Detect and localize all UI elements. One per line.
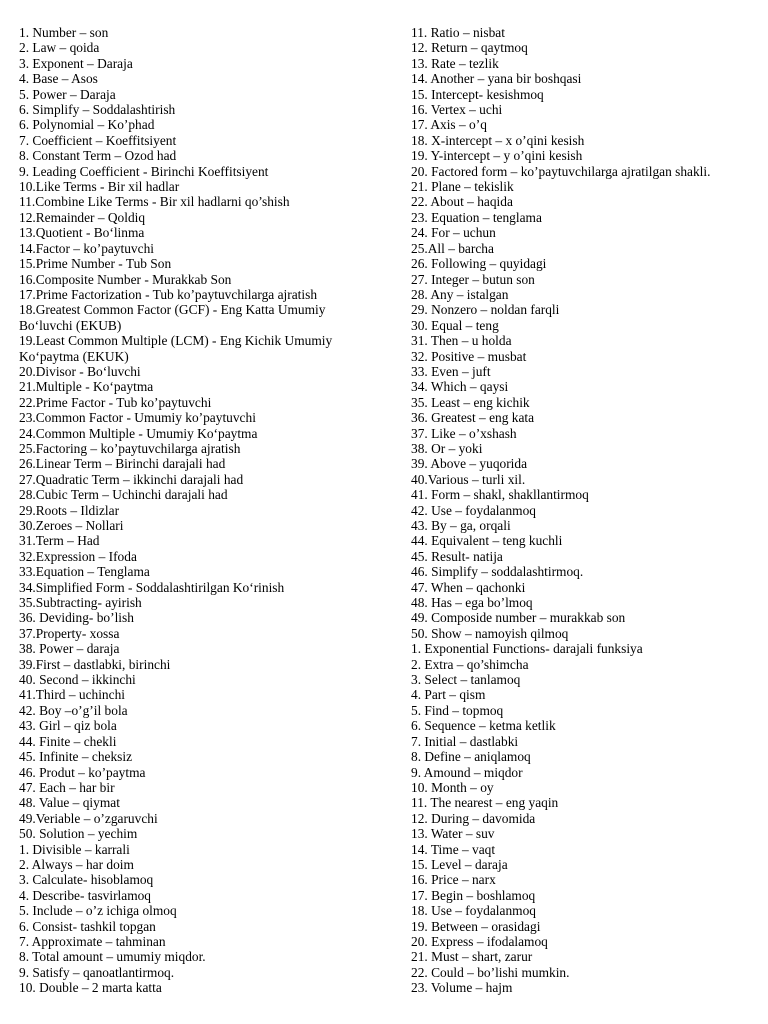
vocabulary-entry: 5. Include – o’z ichiga olmoq (19, 903, 177, 919)
vocabulary-entry: 3. Exponent – Daraja (19, 55, 133, 71)
vocabulary-entry: 19. Between – orasidagi (411, 918, 541, 934)
vocabulary-entry: 18.Greatest Common Factor (GCF) - Eng Katta Umumiy Bo‘luvchi (EKUB) (19, 302, 326, 333)
vocabulary-entry: 49.Veriable – o’zgaruvchi (19, 810, 158, 826)
vocabulary-entry: 31. Then – u holda (411, 333, 512, 349)
vocabulary-entry: 23. Volume – hajm (411, 980, 513, 996)
vocabulary-entry: 14. Time – vaqt (411, 841, 496, 857)
vocabulary-entry: 24.Common Multiple - Umumiy Ko‘paytma (19, 425, 258, 441)
vocabulary-entry: 11. The nearest – eng yaqin (411, 795, 559, 811)
vocabulary-entry: 5. Find – topmoq (411, 702, 504, 718)
vocabulary-entry: 19.Least Common Multiple (LCM) - Eng Kichik Umumiy Ko‘paytma (EKUK) (19, 333, 333, 364)
vocabulary-entry: 40. Second – ikkinchi (19, 672, 136, 688)
vocabulary-entry: 50. Solution – yechim (19, 826, 138, 842)
vocabulary-entry: 9. Leading Coefficient - Birinchi Koeffitsiyent (19, 163, 269, 179)
vocabulary-entry: 8. Constant Term – Ozod had (19, 148, 177, 164)
vocabulary-entry: 14. Another – yana bir boshqasi (411, 71, 582, 87)
vocabulary-entry: 4. Describe- tasvirlamoq (19, 887, 152, 903)
vocabulary-entry: 34. Which – qaysi (411, 379, 509, 395)
vocabulary-entry: 15. Intercept- kesishmoq (411, 86, 544, 102)
vocabulary-entry: 44. Finite – chekli (19, 733, 117, 749)
vocabulary-entry: 46. Simplify – soddalashtirmoq. (411, 564, 584, 580)
vocabulary-entry: 15.Prime Number - Tub Son (19, 256, 172, 272)
vocabulary-entry: 26. Following – quyidagi (411, 256, 547, 272)
vocabulary-entry: 38. Power – daraja (19, 641, 120, 657)
vocabulary-entry: 6. Consist- tashkil topgan (19, 918, 156, 934)
vocabulary-entry: 17. Axis – o’q (411, 117, 487, 133)
vocabulary-entry: 7. Initial – dastlabki (411, 733, 519, 749)
vocabulary-entry: 37. Like – o’xshash (411, 425, 517, 441)
vocabulary-entry: 42. Boy –o’g’il bola (19, 702, 128, 718)
vocabulary-entry: 10. Double – 2 marta katta (19, 980, 162, 996)
vocabulary-entry: 48. Has – ega bo’lmoq (411, 595, 533, 611)
vocabulary-entry: 41.Third – uchinchi (19, 687, 125, 703)
vocabulary-entry: 1. Divisible – karrali (19, 841, 130, 857)
vocabulary-entry: 30.Zeroes – Nollari (19, 518, 124, 533)
vocabulary-entry: 2. Law – qoida (19, 40, 100, 56)
vocabulary-entry: 23. Equation – tenglama (411, 209, 542, 225)
vocabulary-entry: 42. Use – foydalanmoq (411, 502, 536, 518)
vocabulary-entry: 24. For – uchun (411, 225, 496, 241)
vocabulary-entry: 17.Prime Factorization - Tub ko’paytuvchilarga ajratish (19, 286, 318, 302)
vocabulary-entry: 43. Girl – qiz bola (19, 718, 117, 734)
vocabulary-entry: 32.Expression – Ifoda (19, 548, 137, 564)
vocabulary-entry: 7. Approximate – tahminan (19, 933, 166, 949)
vocabulary-entry: 40.Various – turli xil. (411, 471, 526, 487)
vocabulary-entry: 9. Satisfy – qanoatlantirmoq. (19, 964, 175, 980)
vocabulary-entry: 26.Linear Term – Birinchi darajali had (19, 456, 226, 472)
vocabulary-entry: 34.Simplified Form - Soddalashtirilgan Ko‘rinish (19, 579, 285, 595)
vocabulary-entry: 15. Level – daraja (411, 856, 508, 872)
vocabulary-entry: 21.Multiple - Ko‘paytma (19, 379, 154, 395)
vocabulary-entry: 30. Equal – teng (411, 317, 499, 333)
vocabulary-entry: 4. Base – Asos (19, 71, 98, 87)
vocabulary-entry: 25.All – barcha (411, 240, 494, 256)
vocabulary-entry: 41. Form – shakl, shakllantirmoq (411, 487, 589, 503)
vocabulary-entry: 20.Divisor - Bo‘luvchi (19, 363, 141, 379)
vocabulary-entry: 23.Common Factor - Umumiy ko’paytuvchi (19, 410, 256, 426)
vocabulary-entry: 8. Total amount – umumiy miqdor. (19, 949, 206, 965)
vocabulary-entry: 29. Nonzero – noldan farqli (411, 302, 560, 318)
vocabulary-entry: 39. Above – yuqorida (411, 456, 528, 472)
vocabulary-entry: 2. Extra – qo’shimcha (411, 656, 529, 672)
vocabulary-entry: 17. Begin – boshlamoq (411, 887, 536, 903)
vocabulary-entry: 21. Plane – tekislik (411, 179, 514, 195)
vocabulary-entry: 11. Ratio – nisbat (411, 25, 505, 40)
vocabulary-entry: 14.Factor – ko’paytuvchi (19, 240, 154, 256)
vocabulary-entry: 9. Amound – miqdor (411, 764, 523, 780)
vocabulary-entry: 36. Deviding- bo’lish (19, 610, 134, 626)
vocabulary-entry: 39.First – dastlabki, birinchi (19, 656, 171, 672)
vocabulary-entry: 48. Value – qiymat (19, 795, 120, 811)
vocabulary-entry: 8. Define – aniqlamoq (411, 749, 531, 765)
vocabulary-entry: 16. Price – narx (411, 872, 496, 888)
vocabulary-entry: 16.Composite Number - Murakkab Son (19, 271, 232, 287)
vocabulary-entry: 31.Term – Had (19, 533, 100, 549)
vocabulary-entry: 44. Equivalent – teng kuchli (411, 533, 563, 549)
vocabulary-entry: 38. Or – yoki (411, 440, 483, 456)
vocabulary-entry: 4. Part – qism (411, 687, 486, 703)
vocabulary-entry: 20. Factored form – ko’paytuvchilarga ajratilgan shakli. (411, 163, 711, 179)
vocabulary-entry: 18. Use – foydalanmoq (411, 903, 536, 919)
vocabulary-entry: 46. Produt – ko’paytma (19, 764, 146, 780)
vocabulary-entry: 10.Like Terms - Bir xil hadlar (19, 179, 180, 195)
vocabulary-entry: 49. Composide number – murakkab son (411, 610, 626, 626)
vocabulary-entry: 3. Calculate- hisoblamoq (19, 872, 154, 888)
vocabulary-entry: 47. Each – har bir (19, 779, 115, 795)
vocabulary-entry: 43. By – ga, orqali (411, 518, 511, 533)
vocabulary-entry: 27. Integer – butun son (411, 271, 535, 287)
vocabulary-entry: 45. Result- natija (411, 548, 503, 564)
vocabulary-entry: 1. Exponential Functions- darajali funksiya (411, 641, 643, 657)
vocabulary-entry: 13.Quotient - Bo‘linma (19, 225, 145, 241)
vocabulary-entry: 10. Month – oy (411, 779, 494, 795)
vocabulary-entry: 37.Property- xossa (19, 625, 120, 641)
vocabulary-entry: 50. Show – namoyish qilmoq (411, 625, 569, 641)
vocabulary-entry: 22.Prime Factor - Tub ko’paytuvchi (19, 394, 212, 410)
vocabulary-entry: 28. Any – istalgan (411, 286, 509, 302)
vocabulary-entry: 11.Combine Like Terms - Bir xil hadlarni qo’shish (19, 194, 290, 210)
vocabulary-entry: 19. Y-intercept – y o’qini kesish (411, 148, 583, 164)
vocabulary-entry: 12. During – davomida (411, 810, 536, 826)
vocabulary-entry: 6. Sequence – ketma ketlik (411, 718, 556, 734)
vocabulary-entry: 33. Even – juft (411, 363, 491, 379)
vocabulary-entry: 13. Water – suv (411, 826, 495, 842)
vocabulary-entry: 7. Coefficient – Koeffitsiyent (19, 132, 177, 148)
vocabulary-entry: 45. Infinite – cheksiz (19, 749, 133, 765)
vocabulary-entry: 22. Could – bo’lishi mumkin. (411, 964, 570, 980)
vocabulary-entry: 2. Always – har doim (19, 856, 134, 872)
vocabulary-entry: 25.Factoring – ko’paytuvchilarga ajratish (19, 440, 241, 456)
vocabulary-entry: 6. Simplify – Soddalashtirish (19, 102, 176, 118)
vocabulary-entry: 35.Subtracting- ayirish (19, 595, 142, 611)
vocabulary-entry: 13. Rate – tezlik (411, 55, 499, 71)
vocabulary-entry: 28.Cubic Term – Uchinchi darajali had (19, 487, 228, 503)
vocabulary-entry: 12. Return – qaytmoq (411, 40, 528, 56)
vocabulary-entry: 27.Quadratic Term – ikkinchi darajali had (19, 471, 244, 487)
vocabulary-entry: 36. Greatest – eng kata (411, 410, 535, 426)
vocabulary-entry: 20. Express – ifodalamoq (411, 933, 548, 949)
vocabulary-entry: 1. Number – son (19, 25, 109, 40)
left-vocabulary-column (19, 25, 369, 996)
vocabulary-entry: 16. Vertex – uchi (411, 102, 503, 118)
vocabulary-entry: 29.Roots – Ildizlar (19, 502, 120, 518)
vocabulary-entry: 18. X-intercept – x o’qini kesish (411, 132, 585, 148)
vocabulary-entry: 6. Polynomial – Ko’phad (19, 117, 155, 133)
vocabulary-entry: 21. Must – shart, zarur (411, 949, 533, 965)
vocabulary-entry: 35. Least – eng kichik (411, 394, 530, 410)
right-vocabulary-column (411, 25, 761, 996)
vocabulary-entry: 47. When – qachonki (411, 579, 526, 595)
vocabulary-entry: 22. About – haqida (411, 194, 513, 210)
vocabulary-entry: 33.Equation – Tenglama (19, 564, 150, 580)
vocabulary-entry: 5. Power – Daraja (19, 86, 116, 102)
vocabulary-entry: 12.Remainder – Qoldiq (19, 209, 146, 225)
vocabulary-entry: 3. Select – tanlamoq (411, 672, 521, 688)
vocabulary-entry: 32. Positive – musbat (411, 348, 527, 364)
